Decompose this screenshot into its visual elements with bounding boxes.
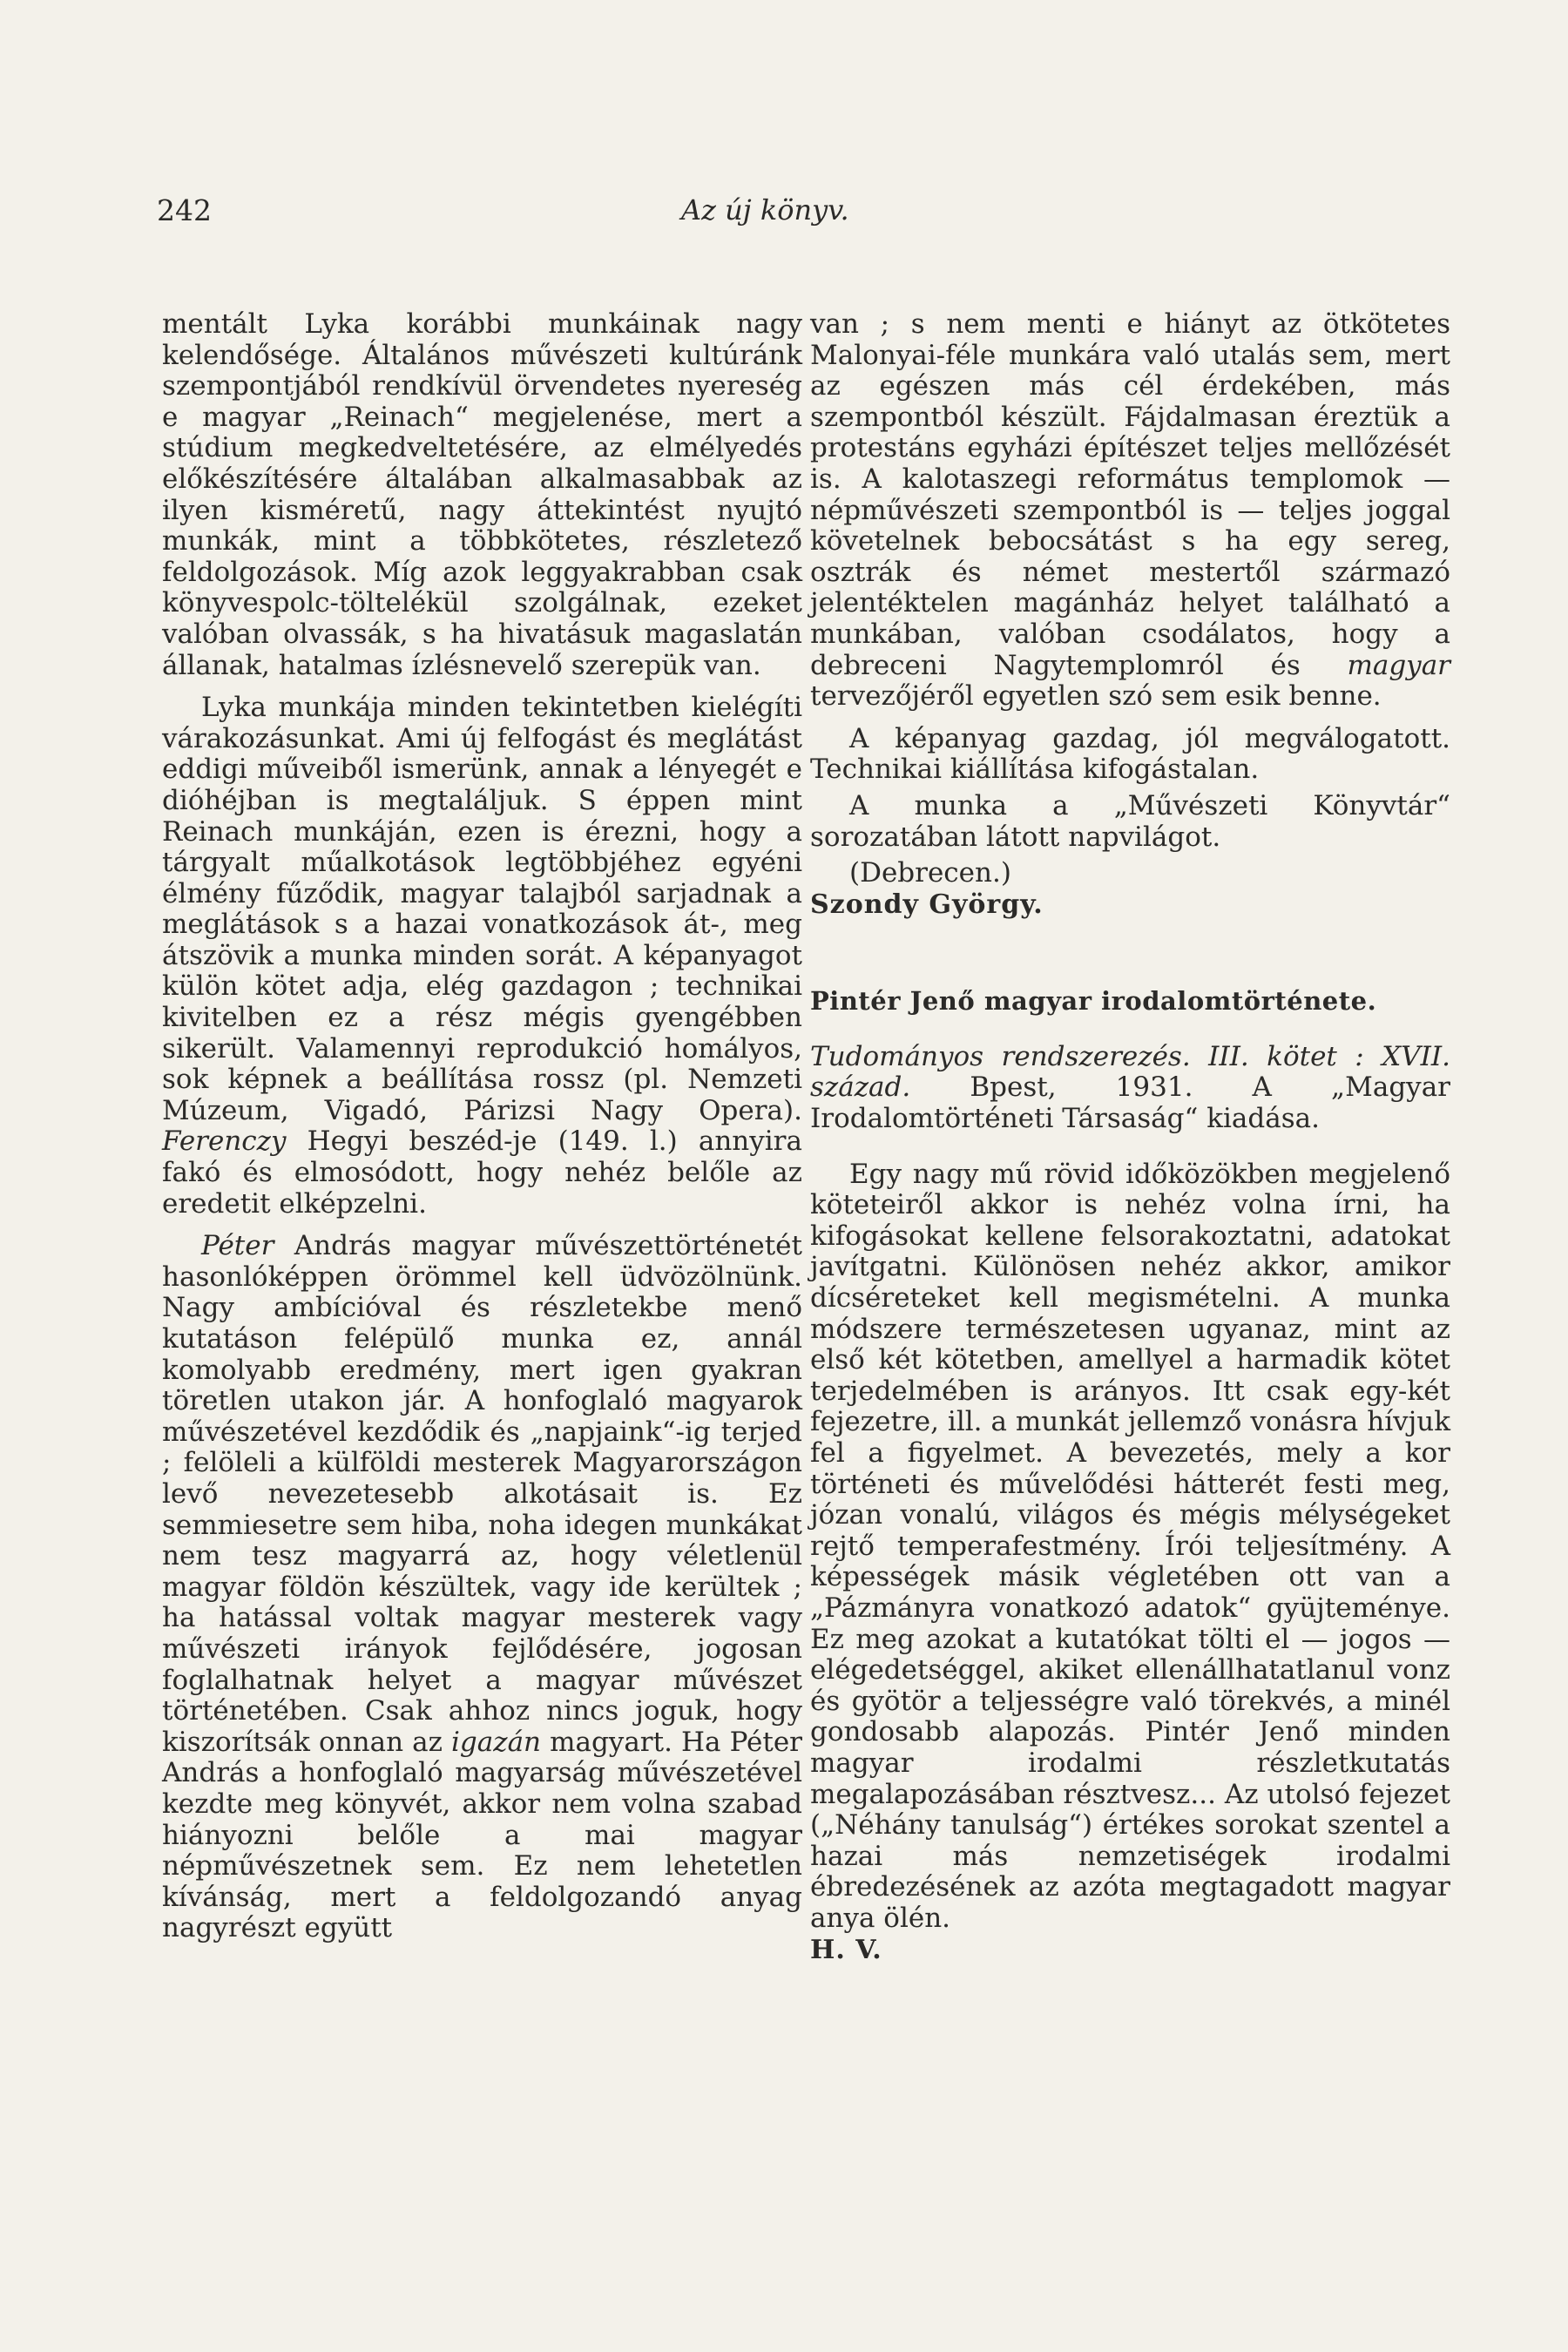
right-paragraph-2: A képanyag gazdag, jól megválogatott. Technikai kiállítása kifogástalan. [810,722,1450,786]
left-column [162,309,802,1944]
left-paragraph-3-text-a: András magyar művészettörténetét hasonlóképpen örömmel kell üdvözölnünk. Nagy ambícióval és részletekbe menő kutatáson felépülő munka ez, annál komolyabb eredmény, mert igen gyakran töretlen utakon jár. A honfoglaló magyarok művészetével kezdődik és „napjaink“-ig terjed ; felöleli a külföldi mesterek Magyarországon levő nevezetesebb alkotásait is. Ez semmiesetre sem hiba, noha idegen munkákat nem tesz magyarrá az, hogy véletlenül magyar földön készültek, vagy ide kerültek ; ha hatással voltak magyar mesterek vagy művészeti irányok fejlődésére, jogosan foglalhatnak helyet a magyar művészet történetében. Csak ahhoz nincs joguk, hogy kiszorítsák onnan az [162,1230,802,1758]
left-paragraph-1: mentált Lyka korábbi munkáinak nagy kelendősége. Általános művészeti kultúránk szempontjából rendkívül örvendetes nyereség e magyar „Reinach“ megjelenése, mert a stúdium megkedveltetésére, az elmélyedés előkészítésére általában alkalmasabbak az ilyen kisméretű, nagy áttekintést nyujtó munkák, mint a többkötetes, részletező feldolgozások. Míg azok leggyakrabban csak könyvespolc-töltelékül szolgálnak, ezeket valóban olvassák, s ha hivatásuk magaslatán állanak, hatalmas ízlésnevelő szerepük van. [162,308,802,681]
right-paragraph-1-text-a: van ; s nem menti e hiányt az ötkötetes Malonyai-féle munkára való utalás sem, mert az egészen más cél érdekében, más szempontból készült. Fájdalmasan éreztük a protestáns egyházi építészet teljes mellőzését is. A kalotaszegi református templomok — népművészeti szempontból is — teljes joggal követelnek bebocsátást s ha egy sereg, osztrák és német mestertől származó jelentéktelen magánház helyet található a munkában, valóban csodálatos, hogy a debreceni Nagytemplomról és [810,308,1450,681]
right-paragraph-4: (Debrecen.) [849,857,1011,889]
right-paragraph-1-italic: magyar [1347,649,1450,681]
left-paragraph-2 [162,693,802,1220]
left-paragraph-3-text-b: magyart. Ha Péter András a honfoglaló magyarság művészetével kezdte meg könyvét, akkor nem volna szabad hiányozni belőle a mai magyar népművészetnek sem. Ez nem lehetetlen kívánság, mert a feldolgozandó anyag nagyrészt együtt [162,1726,802,1944]
right-paragraph-1 [810,309,1450,713]
left-paragraph-2-text-a: Lyka munkája minden tekintetben kielégíti várakozásunkat. Ami új felfogást és meglátást eddigi műveiből ismerünk, annak a lényegét e dióhéjban is megtaláljuk. S éppen mint Reinach munkáján, ezen is érezni, hogy a tárgyalt műalkotások legtöbbjéhez egyéni élmény fűződik, magyar talajból sarjadnak a meglátások s a hazai vonatkozások át-, meg átszövik a munka minden sorát. A képanyagot külön kötet adja, elég gazdagon ; technikai kivitelben ez a rész mégis gyengébben sikerült. Valamennyi reprodukció homályos, sok képnek a beállítása rossz (pl. Nemzeti Múzeum, Vigadó, Párizsi Nagy Opera). [162,692,802,1126]
signature-hv: H. V. [810,1934,882,1965]
right-column [810,309,1450,1965]
left-paragraph-2-italic: Ferenczy [162,1125,287,1158]
running-title: Az új könyv. [681,193,849,226]
page-number: 242 [157,193,212,227]
left-paragraph-3 [162,1231,802,1944]
right-paragraph-5: Egy nagy mű rövid időközökben megjelenő köteteiről akkor is nehéz volna írni, ha kifogásokat kellene felsorakoztatni, adatokat javítgatni. Különösen nehéz akkor, amikor dícséreteket kell megismételni. A munka módszere természetesen ugyanaz, mint az első két kötetben, amellyel a harmadik kötet terjedelmében is arányos. Itt csak egy-két fejezetre, ill. a munkát jellemző vonásra hívjuk fel a figyelmet. A bevezetés, mely a kor történeti és művelődési hátterét festi meg, józan vonalú, világos és mégis mélységeket rejtő temperafestmény. Írói teljesítmény. A képességek másik végletében ott van a „Pázmányra vonatkozó adatok“ gyüjteménye. Ez meg azokat a kutatókat tölti el — jogos — elégedetséggel, akiket ellenállhatatlanul vonz és gyötör a teljességre való törekvés, a minél gondosabb alapozás. Pintér Jenő minden magyar irodalmi részletkutatás megalapozásában résztvesz... Az utolsó fejezet („Néhány tanulság“) értékes sorokat szentel a hazai más nemzetiségek irodalmi ébredezésének az azóta megtagadott magyar anya ölén. [810,1158,1450,1934]
page-header [157,193,1424,237]
left-paragraph-2-text-b: Hegyi beszéd-je (149. l.) annyira fakó és elmosódott, hogy nehéz belőle az eredetit elképzelni. [162,1125,802,1220]
review-title: Pintér Jenő magyar irodalomtörténete. [810,986,1377,1017]
right-paragraph-3: A munka a „Művészeti Könyvtár“ sorozatában látott napvilágot. [810,789,1450,853]
review-subtitle [810,1042,1450,1135]
review-subtitle-italic: Tudományos rendszerezés. III. kötet : XVII. század. [810,1040,1450,1104]
right-paragraph-1-text-b: tervezőjéről egyetlen szó sem esik benne. [810,680,1382,713]
signature-szondy: Szondy György. [810,889,1044,920]
left-paragraph-3-italic-1: Péter [201,1230,274,1262]
review-subtitle-text: Bpest, 1931. A „Magyar Irodalomtörténeti Társaság“ kiadása. [810,1071,1450,1135]
left-paragraph-3-italic-2: igazán [451,1726,542,1758]
